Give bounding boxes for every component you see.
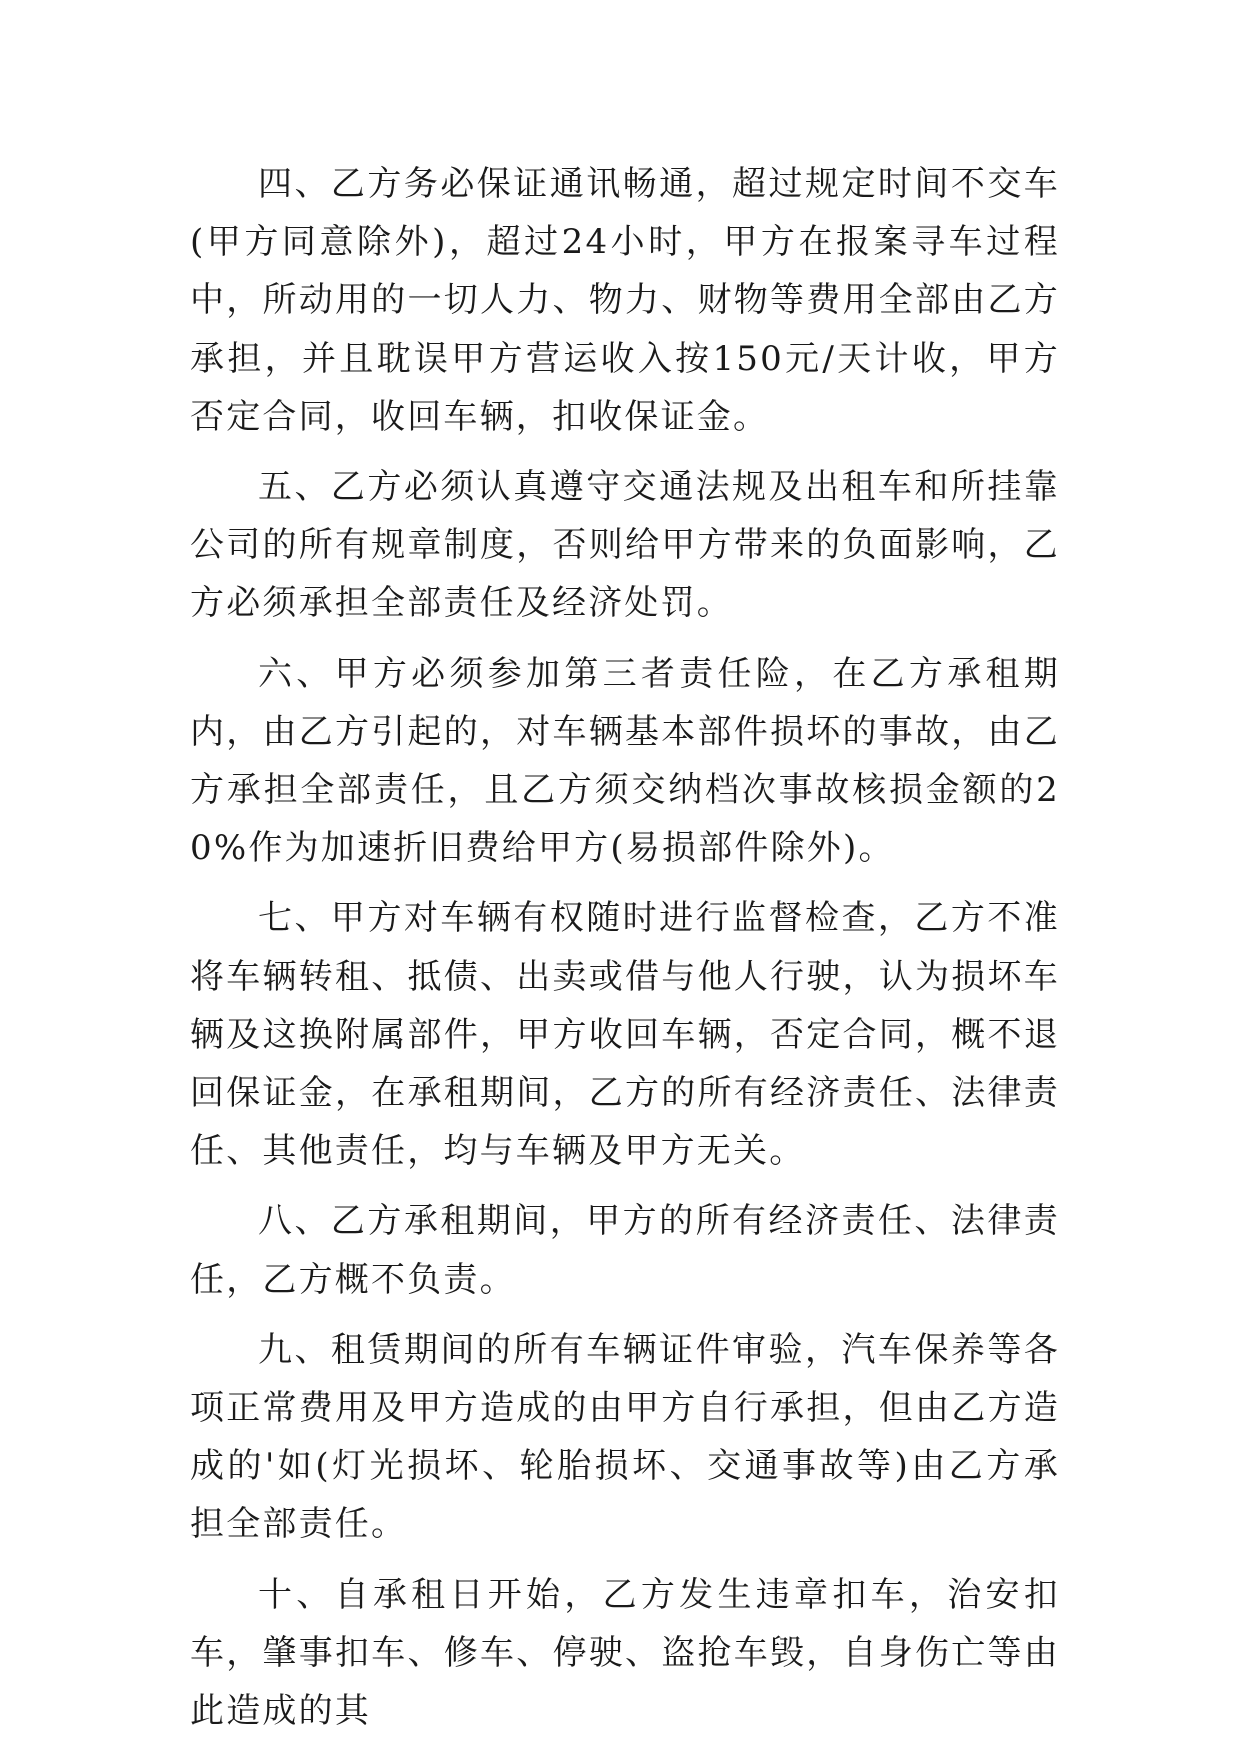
- clause-9-paragraph: 九、租赁期间的所有车辆证件审验，汽车保养等各项正常费用及甲方造成的由甲方自行承担，但由乙方造成的'如(灯光损坏、轮胎损坏、交通事故等)由乙方承担全部责任。: [190, 1329, 1060, 1545]
- clause-8-paragraph: 八、乙方承租期间，甲方的所有经济责任、法律责任，乙方概不负责。: [190, 1201, 1060, 1300]
- clause-6-paragraph: 六、甲方必须参加第三者责任险，在乙方承租期内，由乙方引起的，对车辆基本部件损坏的事故，由乙方承担全部责任，且乙方须交纳档次事故核损金额的20%作为加速折旧费给甲方(易损部件除外)。: [190, 653, 1060, 869]
- clause-4-paragraph: 四、乙方务必保证通讯畅通，超过规定时间不交车(甲方同意除外)，超过24小时，甲方在报案寻车过程中，所动用的一切人力、物力、财物等费用全部由乙方承担，并且耽误甲方营运收入按150元/天计收，甲方否定合同，收回车辆，扣收保证金。: [190, 164, 1060, 437]
- clause-5-paragraph: 五、乙方必须认真遵守交通法规及出租车和所挂靠公司的所有规章制度，否则给甲方带来的负面影响，乙方必须承担全部责任及经济处罚。: [190, 467, 1060, 624]
- clause-7-paragraph: 七、甲方对车辆有权随时进行监督检查，乙方不准将车辆转租、抵债、出卖或借与他人行驶，认为损坏车辆及这换附属部件，甲方收回车辆，否定合同，概不退回保证金，在承租期间，乙方的所有经济责任、法律责任、其他责任，均与车辆及甲方无关。: [190, 898, 1060, 1172]
- clause-10-paragraph: 十、自承租日开始，乙方发生违章扣车，治安扣车，肇事扣车、修车、停驶、盗抢车毁，自身伤亡等由此造成的其: [190, 1574, 1060, 1732]
- document-body: [190, 155, 1060, 1752]
